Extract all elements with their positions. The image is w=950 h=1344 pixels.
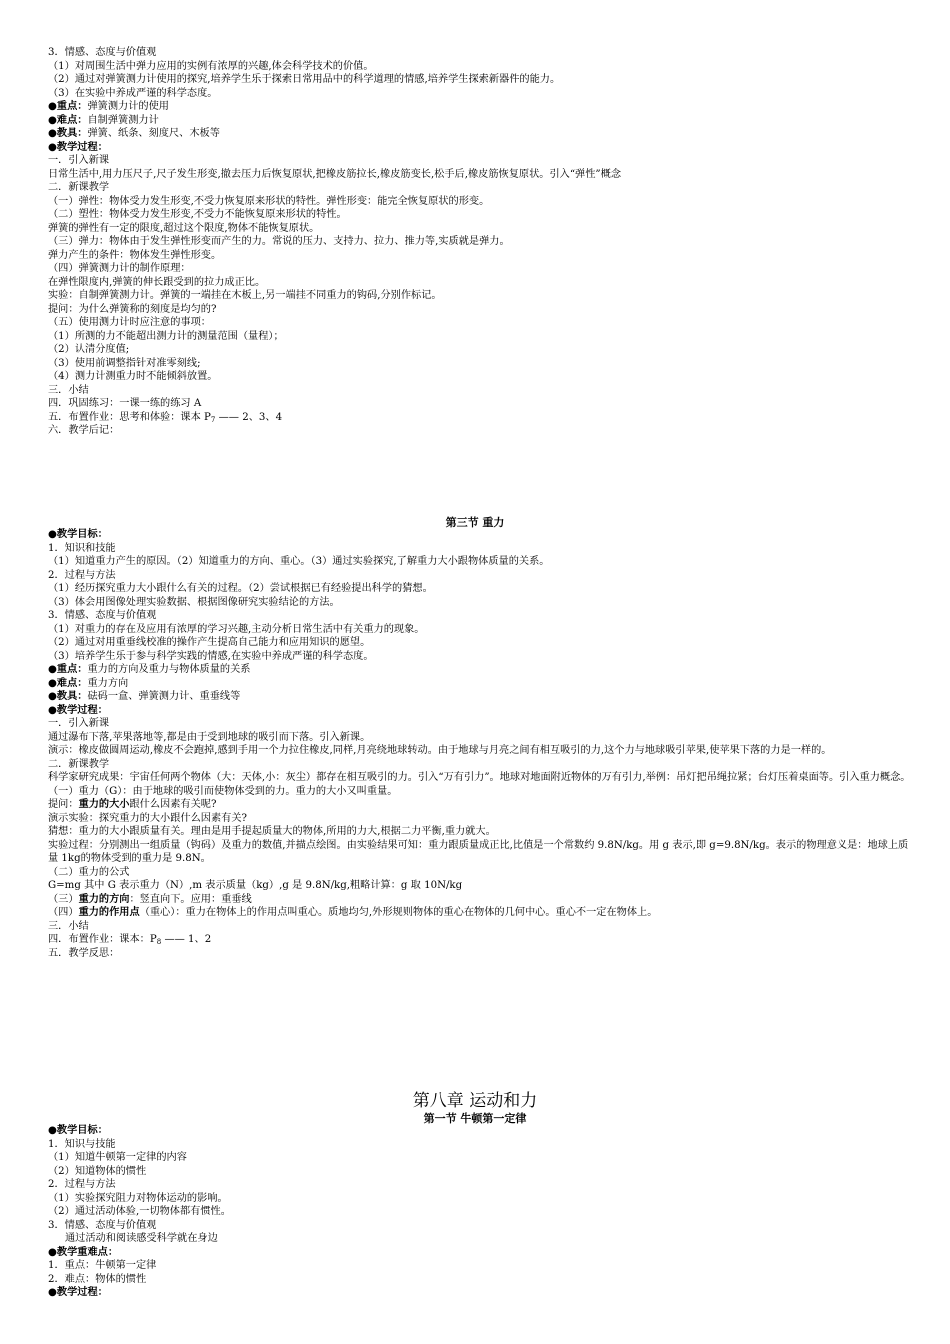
lesson-plan-part2 (48, 528, 913, 960)
text-line (48, 370, 913, 384)
text-line (48, 289, 913, 303)
text-line (48, 100, 913, 114)
page-subscript: 8 (156, 938, 162, 946)
line-text: 2．过程与方法 (48, 1179, 116, 1190)
line-text: 弹簧、纸条、刻度尺、木板等 (87, 128, 220, 139)
line-text: 猜想：重力的大小跟质量有关。理由是用手提起质量大的物体,所用的力大,根据二力平衡,重力就大。 (48, 826, 496, 837)
text-line (48, 1151, 913, 1165)
page-subscript: 7 (210, 415, 216, 424)
bold-label: ●教学过程： (48, 703, 108, 716)
line-text: 弹力产生的条件：物体发生弹性形变。 (48, 249, 222, 261)
bold-term: 重力的方向 (78, 892, 130, 905)
text-line (48, 1165, 913, 1179)
text-line (48, 758, 913, 772)
line-text: 五．布置作业：思考和体验：课本 P (48, 411, 211, 423)
text-line (48, 1124, 913, 1138)
line-text: （2）知道物体的惯性 (48, 1165, 147, 1177)
bold-label: ●难点： (48, 676, 88, 689)
line-text: 三．小结 (48, 920, 89, 932)
line-text: （3）体会用图像处理实验数据、根据图像研究实验结论的方法。 (48, 596, 340, 608)
text-line (48, 330, 913, 344)
text-line (48, 1232, 913, 1246)
text-line (48, 1219, 913, 1233)
line-text: 科学家研究成果：宇宙任何两个物体（大：天体,小：灰尘）都存在相互吸引的力。引入“万有引力”。地球对地面附近物体的万有引力,举例：吊灯把吊绳拉紧；台灯压着桌面等。引入重力概念。 (48, 772, 911, 783)
text-line (48, 677, 913, 691)
text-line (48, 893, 913, 907)
lesson-plan-part3 (48, 1124, 913, 1300)
line-text: 1．知识与技能 (48, 1138, 116, 1150)
text-line (48, 839, 913, 866)
text-line (48, 636, 913, 650)
text-line (48, 1259, 913, 1273)
text-line (48, 771, 913, 785)
text-line (48, 744, 913, 758)
line-text: 3．情感、态度与价值观 (48, 610, 157, 621)
text-line (48, 127, 913, 141)
text-line (48, 411, 913, 425)
text-line (48, 650, 913, 664)
line-text: 2．难点：物体的惯性 (48, 1273, 147, 1285)
text-line (48, 906, 913, 920)
line-text: 弹簧测力计的使用 (87, 101, 169, 112)
line-text: 3．情感、态度与价值观 (48, 47, 157, 58)
text-line (48, 195, 913, 209)
line-text: 1．知识和技能 (48, 542, 116, 554)
text-line (48, 1286, 913, 1300)
line-text: （1）实验探究阻力对物体运动的影响。 (48, 1192, 228, 1204)
line-text: 重力的方向及重力与物体质量的关系 (87, 664, 251, 675)
line-text: G=mg 其中 G 表示重力（N）,m 表示质量（kg）,g 是 9.8N/kg,粗略计算：g 取 10N/kg (48, 880, 463, 891)
text-line (48, 542, 913, 556)
line-text: 二．新课教学 (48, 182, 110, 193)
line-text-after: —— 2、3、4 (215, 411, 283, 423)
text-line (48, 866, 913, 880)
text-line (48, 528, 913, 542)
text-line (48, 181, 913, 195)
text-line (48, 704, 913, 718)
line-text: （2）认清分度值; (48, 344, 130, 355)
text-line (48, 1205, 913, 1219)
text-line (48, 798, 913, 812)
bold-label: ●重点： (48, 663, 88, 675)
text-line (48, 87, 913, 101)
text-line (48, 1138, 913, 1152)
text-line (48, 60, 913, 74)
text-line (48, 947, 913, 961)
line-text: 砝码一盒、弹簧测力计、重垂线等 (87, 691, 241, 702)
line-text: 通过瀑布下落,苹果落地等,都是由于受到地球的吸引而下落。引入新课。 (48, 731, 371, 743)
line-text: 实验：自制弹簧测力计。弹簧的一端挂在木板上,另一端挂不同重力的钩码,分别作标记。 (48, 290, 442, 301)
text-line (48, 384, 913, 398)
line-text: 演示实验：探究重力的大小跟什么因素有关? (48, 812, 248, 824)
bold-label: ●难点： (48, 113, 88, 126)
line-text: 演示：橡皮做圆周运动,橡皮不会跑掉,感到手用一个力拉住橡皮,同样,月亮绕地球转动。由于地球与月亮之间有相互吸引的力,这个力与地球吸引苹果,使苹果下落的力是一样的。 (48, 745, 832, 756)
line-text: （五）使用测力计时应注意的事项： (48, 317, 211, 328)
line-text: （三） (48, 893, 79, 905)
bold-label: ●教学过程： (48, 1286, 108, 1298)
text-line (48, 785, 913, 799)
text-line (48, 582, 913, 596)
lesson-plan-part1 (48, 46, 913, 438)
line-text: （二）重力的公式 (48, 866, 130, 878)
line-text: （1）对周围生活中弹力应用的实例有浓厚的兴趣,体会科学技术的价值。 (48, 60, 374, 72)
text-line (48, 596, 913, 610)
bold-label: ●教学重难点： (48, 1245, 119, 1258)
line-text: （3）在实验中养成严谨的科学态度。 (48, 87, 218, 99)
text-line (48, 46, 913, 60)
line-text: 五．教学反思： (48, 947, 120, 959)
text-line (48, 717, 913, 731)
text-line (48, 141, 913, 155)
text-line (48, 569, 913, 583)
line-text: 自制弹簧测力计 (87, 114, 159, 126)
bold-label: ●教学目标： (48, 528, 108, 540)
text-line (48, 73, 913, 87)
text-line (48, 812, 913, 826)
text-line (48, 303, 913, 317)
line-text: 日常生活中,用力压尺子,尺子发生形变,撤去压力后恢复原状,把橡皮筋拉长,橡皮筋变长,松手后,橡皮筋恢复原状。引入“弹性”概念 (48, 168, 622, 180)
text-line (48, 1192, 913, 1206)
line-text: （1）对重力的存在及应用有浓厚的学习兴趣,主动分析日常生活中有关重力的现象。 (48, 623, 425, 635)
section-title-gravity: 第三节 重力 (445, 516, 505, 529)
text-line (48, 357, 913, 371)
line-text: 提问： (48, 799, 79, 810)
text-line (48, 555, 913, 569)
line-text: 二．新课教学 (48, 758, 110, 770)
line-text: （2）通过对用重垂线校准的操作产生提高自己能力和应用知识的愿望。 (48, 637, 371, 648)
text-line (48, 609, 913, 623)
line-text: 实验过程：分别测出一组质量（钩码）及重力的数值,并描点绘图。由实验结果可知：重力跟质量成正比,比值是一个常数约 9.8N/kg。用 g 表示,即 g=9.8N/kg。表示的物理意义是：地球上质量 1kg的物体受到的重力是 9.8N。 (48, 839, 909, 864)
text-line (48, 879, 913, 893)
line-text: 通过活动和阅读感受科学就在身边 (65, 1233, 218, 1244)
text-line (48, 623, 913, 637)
text-line (48, 1273, 913, 1287)
text-line (48, 154, 913, 168)
line-text-after: —— 1、2 (161, 934, 212, 945)
text-line (48, 424, 913, 438)
bold-label: ●教学目标： (48, 1124, 108, 1136)
bold-label: ●教具： (48, 127, 88, 139)
line-text: 弹簧的弹性有一定的限度,超过这个限度,物体不能恢复原状。 (48, 222, 320, 234)
line-text: （2）通过对弹簧测力计使用的探究,培养学生乐于探索日常用品中的科学道理的情感,培养学生探索新器件的能力。 (48, 74, 561, 85)
bold-label: ●教具： (48, 690, 88, 702)
line-text: 六．教学后记： (48, 425, 120, 436)
text-line (48, 1178, 913, 1192)
text-line (48, 663, 913, 677)
line-text: 2．过程与方法 (48, 569, 116, 581)
line-text: （1）知道重力产生的原因。（2）知道重力的方向、重心。（3）通过实验探究,了解重力大小跟物体质量的关系。 (48, 556, 550, 567)
text-line (48, 1246, 913, 1260)
chapter-title: 第八章 运动和力 (412, 1091, 538, 1111)
line-text-after: （重心）：重力在物体上的作用点叫重心。质地均匀,外形规则物体的重心在物体的几何中心。重心不一定在物体上。 (139, 907, 658, 918)
bold-label: ●教学过程： (48, 140, 108, 153)
line-text: 一．引入新课 (48, 718, 110, 729)
line-text: （1）知道牛顿第一定律的内容 (48, 1152, 187, 1163)
text-line (48, 114, 913, 128)
text-line (48, 825, 913, 839)
text-line (48, 933, 913, 947)
line-text-after: 跟什么因素有关呢? (129, 799, 217, 810)
line-text: 四．布置作业：课本：P (48, 934, 157, 945)
line-text: （1）经历探究重力大小跟什么有关的过程。（2）尝试根据已有经验提出科学的猜想。 (48, 583, 433, 594)
line-text-after: ：竖直向下。应用：重垂线 (129, 893, 252, 905)
text-line (48, 222, 913, 236)
line-text: 1．重点：牛顿第一定律 (48, 1260, 157, 1271)
line-text: 重力方向 (87, 677, 129, 689)
text-line (48, 249, 913, 263)
line-text: （2）通过活动体验,一切物体都有惯性。 (48, 1206, 231, 1217)
line-text: （3）培养学生乐于参与科学实践的情感,在实验中养成严谨的科学态度。 (48, 650, 374, 662)
line-text: （1）所测的力不能超出测力计的测量范围（量程）； (48, 330, 284, 342)
text-line (48, 343, 913, 357)
line-text: 3．情感、态度与价值观 (48, 1219, 157, 1231)
text-line (48, 920, 913, 934)
text-line (48, 168, 913, 182)
line-text: （四）弹簧测力计的制作原理： (48, 263, 191, 274)
line-text: 在弹性限度内,弹簧的伸长跟受到的拉力成正比。 (48, 276, 266, 288)
text-line (48, 316, 913, 330)
line-text: 四．巩固练习：一课一练的练习 A (48, 398, 202, 409)
text-line (48, 690, 913, 704)
line-text: （二）塑性：物体受力发生形变,不受力不能恢复原来形状的特性。 (48, 209, 347, 220)
bold-term: 重力的作用点 (78, 906, 140, 918)
line-text: 提问：为什么弹簧称的刻度是均匀的? (48, 303, 217, 315)
text-line (48, 397, 913, 411)
line-text: 三．小结 (48, 384, 89, 396)
bold-term: 重力的大小 (78, 798, 130, 810)
line-text: 一．引入新课 (48, 155, 110, 166)
line-text: （4）测力计测重力时不能倾斜放置。 (48, 371, 218, 382)
line-text: （一）重力（G）：由于地球的吸引而使物体受到的力。重力的大小又叫重量。 (48, 785, 398, 797)
text-line (48, 262, 913, 276)
text-line (48, 731, 913, 745)
line-text: （三）弹力：物体由于发生弹性形变而产生的力。常说的压力、支持力、拉力、推力等,实质就是弹力。 (48, 236, 510, 247)
section-title-newton-first-law: 第一节 牛顿第一定律 (423, 1112, 527, 1125)
text-line (48, 235, 913, 249)
bold-label: ●重点： (48, 100, 88, 112)
line-text: （四） (48, 907, 79, 918)
line-text: （3）使用前调整指针对准零刻线; (48, 357, 201, 369)
text-line (48, 276, 913, 290)
line-text: （一）弹性：物体受力发生形变,不受力恢复原来形状的特性。弹性形变：能完全恢复原状的形变。 (48, 195, 490, 207)
text-line (48, 208, 913, 222)
